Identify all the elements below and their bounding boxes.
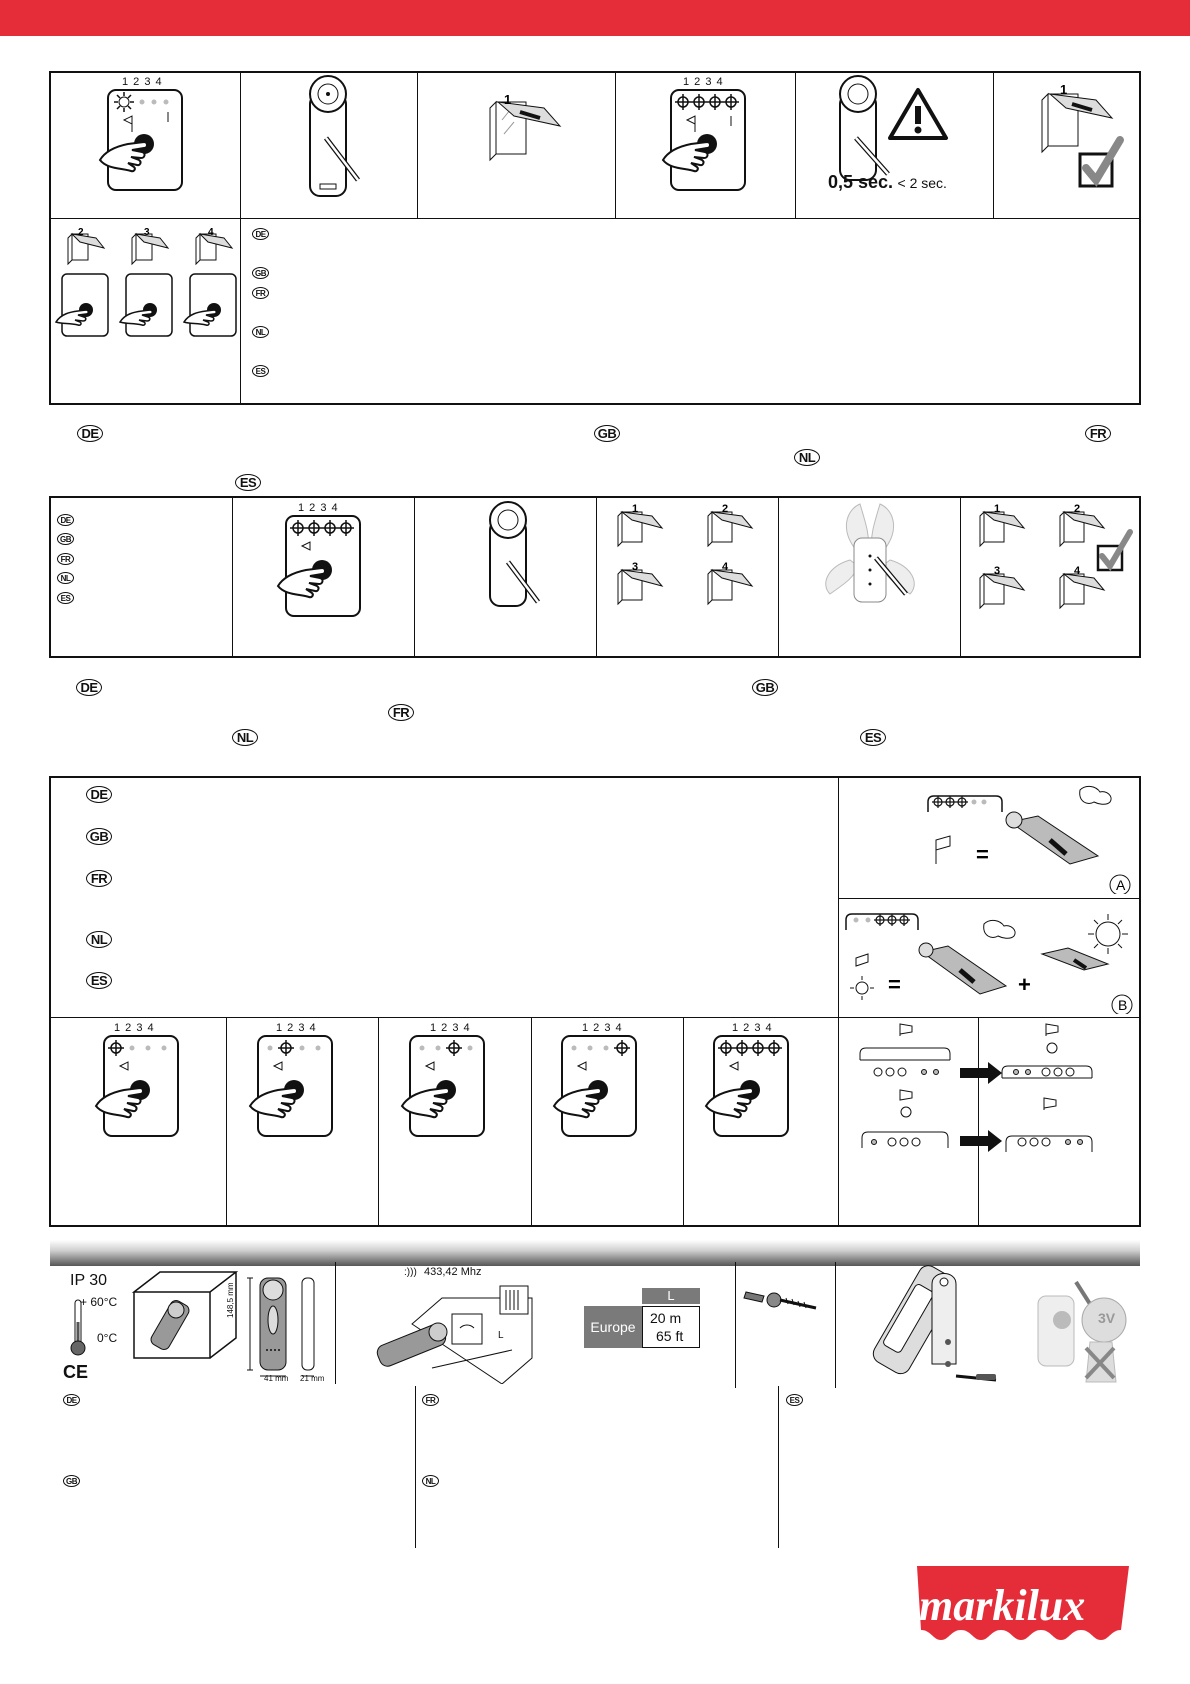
channel-number-1: 1 — [504, 92, 512, 107]
range-region: Europe — [584, 1306, 642, 1348]
lang-badge-es: ES — [786, 1394, 803, 1406]
lang-badge-es: ES — [252, 365, 269, 377]
lang-badge-fr: FR — [86, 870, 112, 887]
wall-plug-screw-illustration — [740, 1284, 830, 1324]
channel-number-1: 1 — [1060, 82, 1068, 97]
warning-triangle-icon — [890, 90, 946, 138]
lang-badge-de: DE — [77, 425, 103, 442]
ip-rating: IP 30 — [70, 1272, 108, 1289]
awning-channel-1-illustration — [484, 90, 564, 162]
lang-badge-gb: GB — [86, 828, 112, 845]
lang-badge-fr: FR — [1085, 425, 1111, 442]
lang-badge-fr: FR — [57, 553, 74, 565]
lang-badge-de: DE — [86, 786, 112, 803]
remote-all-channels-illustration — [653, 76, 763, 196]
marker-a: A — [1116, 877, 1126, 893]
range-table — [584, 1288, 700, 1356]
range-meters: 20 m — [650, 1310, 682, 1326]
range-illustration — [372, 1274, 542, 1384]
checkbox-checked-icon — [1080, 140, 1120, 186]
lang-badge-es: ES — [57, 592, 74, 604]
lang-badge-es: ES — [235, 474, 261, 491]
dimension-depth: 21 mm — [300, 1374, 325, 1383]
lang-badge-de: DE — [63, 1394, 80, 1406]
svg-text:=: = — [888, 972, 901, 997]
mode-switch-diagram — [856, 1020, 1138, 1170]
channel-numbers-label: 1 2 3 4 — [122, 76, 163, 88]
warning-press-timing-illustration — [820, 74, 980, 194]
channel-numbers-label: 1 2 3 4 — [732, 1022, 773, 1034]
channel-numbers-label: 1 2 3 4 — [276, 1022, 317, 1034]
dimension-height: 148,5 mm — [226, 1282, 235, 1318]
lang-badge-nl: NL — [232, 729, 258, 746]
lang-badge-gb: GB — [63, 1475, 80, 1487]
remote-sensor-channel-1-illustration — [86, 1022, 196, 1142]
mode-b-wind-sun-illustration — [842, 902, 1138, 1014]
remote-press-illustration — [480, 500, 570, 610]
wind-sun-sensor-icon — [850, 954, 874, 1000]
temp-min: 0°C — [97, 1331, 118, 1345]
sun-icon — [1088, 914, 1128, 954]
lang-badge-de: DE — [252, 228, 269, 240]
lang-badge-gb: GB — [594, 425, 620, 442]
channel-numbers-label: 1 2 3 4 — [430, 1022, 471, 1034]
wind-sock-icon — [936, 836, 950, 864]
svg-text:+: + — [1018, 972, 1031, 997]
checkbox-checked-icon — [1098, 532, 1130, 570]
channel-number-4: 4 — [208, 227, 214, 238]
remote-sensor-channel-2-illustration — [240, 1022, 350, 1142]
channel-number-4: 4 — [1074, 565, 1081, 577]
dimension-width: 41 mm — [264, 1374, 289, 1383]
sun-icon — [114, 92, 134, 112]
lang-badge-gb: GB — [252, 267, 269, 279]
range-table-header: L — [642, 1288, 700, 1304]
channel-number-1: 1 — [994, 503, 1001, 515]
lang-badge-de: DE — [76, 679, 102, 696]
remote-sensor-channel-4-illustration — [544, 1022, 654, 1142]
arrow-right-icon — [960, 1130, 1002, 1152]
arrow-right-icon — [960, 1062, 1002, 1084]
channel-numbers-label: 1 2 3 4 — [582, 1022, 623, 1034]
channel-number-2: 2 — [1074, 503, 1081, 515]
frequency-label: 433,42 Mhz — [424, 1266, 482, 1278]
channel-numbers-label: 1 2 3 4 — [683, 76, 724, 88]
lang-badge-es: ES — [86, 972, 112, 989]
channels-2-3-4-illustration — [52, 224, 240, 344]
lang-badge-fr: FR — [388, 704, 414, 721]
channel-number-4: 4 — [722, 561, 729, 573]
lang-badge-es: ES — [860, 729, 886, 746]
markilux-logo — [903, 1566, 1129, 1650]
lang-badge-gb: GB — [57, 533, 74, 545]
remote-wave-illustration — [820, 500, 930, 610]
marker-b: B — [1118, 997, 1128, 1013]
mode-a-wind-illustration — [900, 782, 1136, 894]
channel-number-2: 2 — [722, 503, 729, 515]
remote-sensor-all-channels-illustration — [696, 1022, 806, 1142]
battery-replacement-illustration — [1032, 1276, 1132, 1386]
brand-name: markilux — [919, 1581, 1086, 1630]
awning-confirmed-illustration — [1036, 82, 1126, 192]
svg-text:=: = — [976, 842, 989, 867]
lang-badge-nl: NL — [86, 931, 112, 948]
channel-numbers-label: 1 2 3 4 — [114, 1022, 155, 1034]
lang-badge-de: DE — [57, 514, 74, 526]
channel-number-3: 3 — [994, 565, 1001, 577]
channel-number-3: 3 — [632, 561, 639, 573]
range-feet: 65 ft — [656, 1328, 684, 1344]
channel-number-3: 3 — [144, 227, 150, 238]
lang-badge-nl: NL — [794, 449, 820, 466]
remote-all-channels-illustration — [268, 502, 378, 622]
press-duration-text: 0,5 sec. — [828, 172, 894, 192]
lang-badge-fr: FR — [252, 287, 269, 299]
wall-bracket-mounting-illustration — [852, 1264, 1002, 1384]
lang-badge-fr: FR — [422, 1394, 439, 1406]
awnings-confirmed-illustration — [974, 502, 1134, 622]
radio-signal-icon: :))) — [404, 1267, 417, 1278]
remote-dimensions-illustration — [246, 1270, 326, 1384]
battery-voltage: 3V — [1098, 1310, 1116, 1326]
lang-badge-nl: NL — [57, 572, 74, 584]
lang-badge-nl: NL — [252, 326, 269, 338]
remote-in-box-illustration — [130, 1270, 240, 1360]
lang-badge-gb: GB — [752, 679, 778, 696]
ce-mark: CE — [63, 1362, 89, 1382]
press-limit-text: < 2 sec. — [897, 175, 947, 191]
awnings-1-4-illustration — [612, 502, 772, 622]
channel-number-1: 1 — [632, 503, 639, 515]
range-axis-label: L — [498, 1330, 504, 1341]
specs-header-bar — [50, 1240, 1140, 1266]
temp-max: + 60°C — [80, 1295, 118, 1309]
lang-badge-nl: NL — [422, 1475, 439, 1487]
remote-sensor-channel-1-illustration — [90, 76, 200, 196]
channel-numbers-label: 1 2 3 4 — [298, 502, 339, 514]
top-brand-bar — [0, 0, 1190, 36]
channel-number-2: 2 — [78, 227, 84, 238]
remote-press-illustration — [290, 74, 380, 204]
remote-sensor-channel-3-illustration — [392, 1022, 502, 1142]
